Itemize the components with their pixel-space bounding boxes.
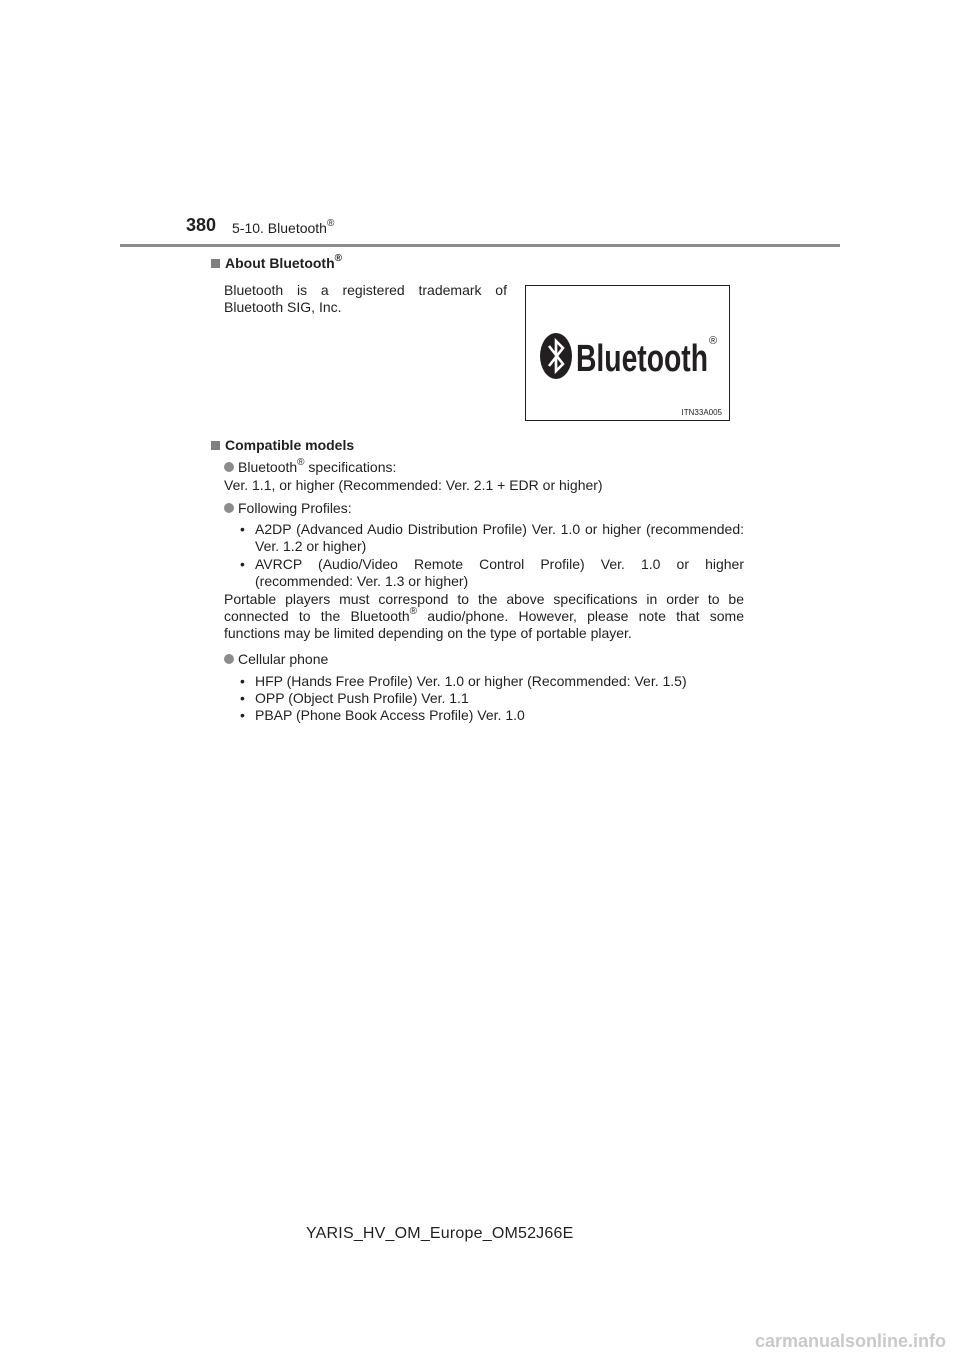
spec-detail: Ver. 1.1, or higher (Recommended: Ver. 2.1 + EDR or higher) <box>224 477 603 493</box>
about-paragraph: Bluetooth is a registered trademark of Bluetooth SIG, Inc. <box>224 282 507 315</box>
compatible-heading-text: Compatible models <box>225 437 355 453</box>
registered-mark: ® <box>409 606 418 618</box>
phone-profile-pbap <box>240 707 744 724</box>
bullet-marker: • <box>240 690 245 706</box>
profile-item-a2dp <box>240 521 744 555</box>
profiles-bullet <box>224 500 352 516</box>
profiles-label: Following Profiles: <box>238 500 352 516</box>
circle-bullet-icon <box>224 654 234 664</box>
figure-code: ITN33A005 <box>681 408 722 417</box>
page-number: 380 <box>186 215 217 235</box>
circle-bullet-icon <box>224 503 234 513</box>
watermark: carmanualsonline.info <box>754 1331 946 1351</box>
bullet-marker: • <box>240 707 245 723</box>
registered-mark: ® <box>297 457 305 469</box>
logo-wordmark: Bluetooth <box>576 338 708 380</box>
phone-profile-text: OPP (Object Push Profile) Ver. 1.1 <box>255 690 469 706</box>
square-bullet-icon <box>211 441 220 450</box>
circle-bullet-icon <box>224 462 234 472</box>
bullet-marker: • <box>240 673 245 689</box>
profile-text: A2DP (Advanced Audio Distribution Profile) Ver. 1.0 or higher (recommended: Ver. 1.2 or higher) <box>255 521 744 554</box>
bullet-marker: • <box>240 556 245 572</box>
bullet-marker: • <box>240 521 245 537</box>
registered-mark: ® <box>334 253 343 265</box>
phone-profile-hfp <box>240 673 744 690</box>
document-code: YARIS_HV_OM_Europe_OM52J66E <box>306 1225 574 1242</box>
compatibility-note <box>224 591 744 642</box>
about-heading-text: About Bluetooth <box>225 255 335 271</box>
header-divider <box>120 244 840 247</box>
note-text-part1: Portable players must correspond to the above specifications in order to be connected to the Bluetooth <box>224 591 744 624</box>
about-heading <box>211 255 342 271</box>
section-title <box>232 220 334 236</box>
compatible-heading <box>211 437 354 453</box>
spec-bullet <box>224 459 396 475</box>
note-text-part2: audio/phone. However, please note that some functions may be limited depending on the type of portable player. <box>224 608 744 641</box>
registered-mark: ® <box>326 218 335 230</box>
phone-bullet <box>224 651 328 667</box>
phone-profile-opp <box>240 690 744 707</box>
spec-suffix: specifications: <box>304 459 397 475</box>
square-bullet-icon <box>211 259 220 268</box>
bluetooth-logo-figure <box>525 285 730 421</box>
bluetooth-logo-icon <box>538 330 718 382</box>
spec-label: Bluetooth <box>238 459 298 475</box>
phone-profile-text: PBAP (Phone Book Access Profile) Ver. 1.0 <box>255 707 525 723</box>
section-title-text: 5-10. Bluetooth <box>232 220 327 236</box>
phone-profile-text: HFP (Hands Free Profile) Ver. 1.0 or higher (Recommended: Ver. 1.5) <box>255 673 687 689</box>
profile-text: AVRCP (Audio/Video Remote Control Profile) Ver. 1.0 or higher (recommended: Ver. 1.3 or higher) <box>255 556 744 589</box>
logo-registered-mark: ® <box>709 335 718 347</box>
profile-item-avrcp <box>240 556 744 590</box>
phone-label: Cellular phone <box>238 651 329 667</box>
